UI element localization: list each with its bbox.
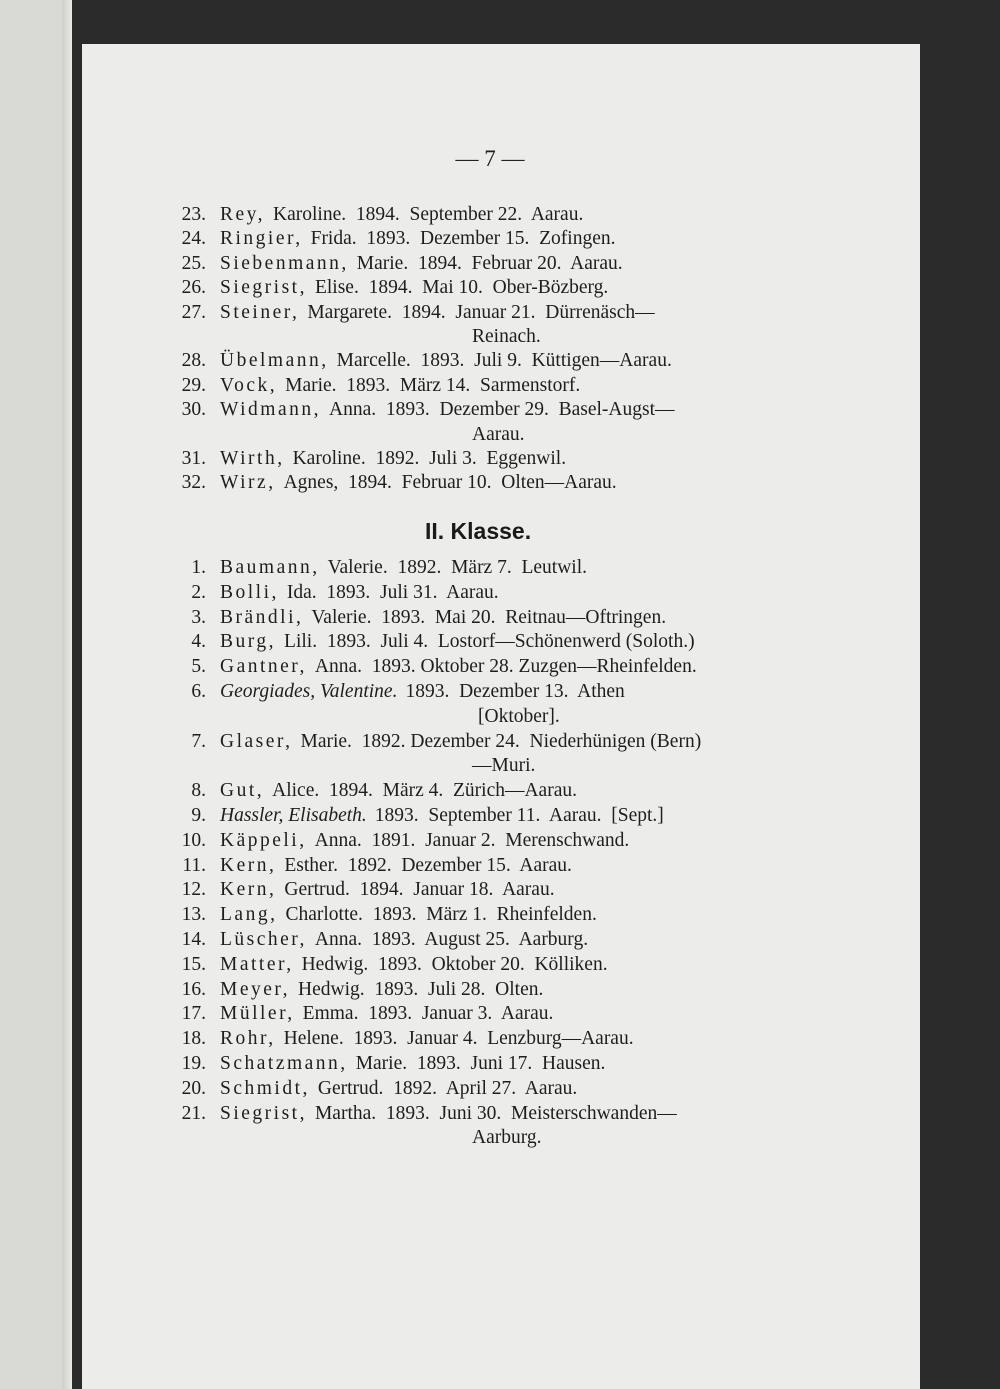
list-item: [160, 778, 840, 804]
entry-number: 30.: [181, 399, 206, 421]
entry-surname: Widmann,: [220, 399, 321, 421]
entry-details: Anna. 1893. Dezember 29. Basel-Augst—: [329, 399, 675, 421]
entry-surname: Glaser,: [220, 730, 293, 752]
entry-details: Helene. 1893. Januar 4. Lenzburg—Aarau.: [283, 1028, 634, 1050]
entry-surname: Rohr,: [220, 1028, 276, 1050]
entry-continuation: [Oktober].: [478, 705, 560, 727]
entry-details: Anna. 1893. August 25. Aarburg.: [314, 929, 589, 950]
entry-number: 2.: [191, 581, 206, 603]
list-item: [160, 605, 840, 631]
entry-number: 14.: [181, 929, 206, 950]
list-item: [160, 853, 840, 879]
entry-surname: Siebenmann,: [220, 252, 349, 274]
entry-details: Agnes, 1894. Februar 10. Olten—Aarau.: [283, 472, 617, 494]
entry-number: 7.: [191, 730, 206, 752]
entry-details: Karoline. 1894. September 22. Aarau.: [273, 204, 584, 225]
entry-details: Marie. 1892. Dezember 24. Niederhünigen (Bern): [300, 730, 702, 752]
list-item: [160, 828, 840, 854]
list-item: [160, 729, 840, 755]
entry-details: Valerie. 1892. März 7. Leutwil.: [327, 557, 587, 578]
entry-surname: Wirth,: [220, 448, 285, 469]
entry-surname: Schmidt,: [220, 1077, 310, 1099]
entry-details: Alice. 1894. März 4. Zürich—Aarau.: [272, 780, 577, 802]
list-item: [160, 877, 840, 903]
entry-surname: Lang,: [220, 904, 278, 926]
list-item: [160, 1076, 840, 1102]
list-item: [160, 679, 840, 705]
entry-number: 12.: [181, 879, 206, 901]
list-item: [160, 470, 840, 496]
list-item: [160, 580, 840, 606]
page-number: — 7 —: [455, 146, 525, 171]
list-item: [160, 1051, 840, 1077]
entry-details: Marie. 1893. März 14. Sarmenstorf.: [285, 374, 581, 396]
list-item: [160, 952, 840, 978]
entry-number: 8.: [191, 780, 206, 802]
entry-number: 20.: [181, 1077, 206, 1099]
entry-surname: Vock,: [220, 374, 278, 396]
entry-surname: Steiner,: [220, 301, 300, 323]
entry-number: 1.: [191, 557, 206, 578]
list-item: [160, 275, 840, 301]
entry-surname: Übelmann,: [220, 350, 329, 372]
list-item: [160, 202, 840, 228]
entry-details: Frida. 1893. Dezember 15. Zofingen.: [310, 228, 616, 250]
entry-surname: Meyer,: [220, 978, 290, 1000]
entry-number: 29.: [181, 374, 206, 396]
entry-surname: Baumann,: [220, 557, 320, 578]
entry-details: Hedwig. 1893. Oktober 20. Kölliken.: [301, 953, 608, 975]
entry-details: Ida. 1893. Juli 31. Aarau.: [286, 581, 499, 603]
entry-surname: Burg,: [220, 631, 277, 653]
entry-details: Anna. 1893. Oktober 28. Zuzgen—Rheinfelden.: [314, 656, 697, 678]
entry-surname: Müller,: [220, 1003, 295, 1025]
entry-number: 16.: [181, 978, 206, 1000]
entry-number: 19.: [181, 1053, 206, 1074]
entry-number: 5.: [191, 656, 206, 678]
entry-surname: Gut,: [220, 780, 265, 802]
entry-surname: Lüscher,: [220, 929, 307, 950]
entry-number: 6.: [191, 681, 206, 702]
entry-details: Charlotte. 1893. März 1. Rheinfelden.: [285, 904, 597, 926]
entry-number: 32.: [181, 472, 206, 494]
entry-details: Anna. 1891. Januar 2. Merenschwand.: [314, 829, 630, 851]
entry-number: 4.: [191, 631, 206, 653]
entry-details: 1893. September 11. Aarau. [Sept.]: [374, 805, 664, 826]
entry-surname: Matter,: [220, 953, 294, 975]
entry-surname: Kern,: [220, 854, 277, 876]
entry-details: 1893. Dezember 13. Athen: [405, 681, 625, 702]
entry-details: Elise. 1894. Mai 10. Ober-Bözberg.: [314, 277, 609, 299]
entry-surname: Hassler, Elisabeth.: [220, 805, 367, 826]
entry-details: Marie. 1893. Juni 17. Hausen.: [355, 1053, 606, 1074]
entry-surname: Georgiades, Valentine.: [220, 681, 398, 702]
list-item: [160, 555, 840, 581]
entry-details: Esther. 1892. Dezember 15. Aarau.: [284, 854, 572, 876]
list-item: [160, 902, 840, 928]
list-item: [160, 629, 840, 655]
entry-number: 11.: [182, 854, 206, 876]
list-item: [160, 300, 840, 326]
entry-number: 27.: [181, 301, 206, 323]
entry-continuation: Reinach.: [472, 326, 541, 347]
entry-surname: Siegrist,: [220, 1102, 307, 1124]
entry-continuation: Aarau.: [472, 423, 525, 445]
entry-number: 25.: [181, 252, 206, 274]
entry-details: Hedwig. 1893. Juli 28. Olten.: [298, 978, 544, 1000]
entry-details: Marcelle. 1893. Juli 9. Küttigen—Aarau.: [336, 350, 672, 372]
list-item: [160, 977, 840, 1003]
entry-number: 15.: [181, 953, 206, 975]
entry-surname: Siegrist,: [220, 277, 307, 299]
list-item: [160, 927, 840, 953]
entry-number: 21.: [181, 1102, 206, 1124]
entry-continuation: Aarburg.: [472, 1127, 542, 1149]
entry-continuation: —Muri.: [472, 755, 536, 777]
entry-surname: Kern,: [220, 879, 277, 901]
entry-number: 23.: [181, 204, 206, 225]
entry-number: 9.: [191, 805, 206, 826]
entry-number: 18.: [181, 1028, 206, 1050]
entry-number: 24.: [181, 228, 206, 250]
entry-surname: Gantner,: [220, 656, 307, 678]
list-item: [160, 1026, 840, 1052]
entry-details: Marie. 1894. Februar 20. Aarau.: [356, 252, 623, 274]
list-item: [160, 373, 840, 399]
list-item: [160, 348, 840, 374]
entry-details: Valerie. 1893. Mai 20. Reitnau—Oftringen.: [311, 606, 667, 628]
list-item: [160, 1001, 840, 1027]
entry-surname: Bolli,: [220, 581, 279, 603]
entry-details: Emma. 1893. Januar 3. Aarau.: [302, 1003, 554, 1025]
entry-surname: Wirz,: [220, 472, 276, 494]
list-item: [160, 654, 840, 680]
entry-number: 3.: [191, 606, 206, 628]
entry-details: Martha. 1893. Juni 30. Meisterschwanden—: [314, 1102, 677, 1124]
entry-number: 26.: [181, 277, 206, 299]
entry-surname: Schatzmann,: [220, 1053, 348, 1074]
list-item: [160, 251, 840, 277]
entry-surname: Brändli,: [220, 606, 304, 628]
list-item: [160, 1101, 840, 1127]
entry-details: Gertrud. 1894. Januar 18. Aarau.: [284, 879, 555, 901]
list-item: [160, 397, 840, 423]
entry-number: 10.: [181, 829, 206, 851]
entry-surname: Käppeli,: [220, 829, 307, 851]
entry-details: Gertrud. 1892. April 27. Aarau.: [317, 1077, 578, 1099]
entry-details: Karoline. 1892. Juli 3. Eggenwil.: [292, 448, 567, 469]
list-item: [160, 446, 840, 472]
entry-number: 28.: [181, 350, 206, 372]
entry-number: 17.: [181, 1003, 206, 1025]
entry-surname: Ringier,: [220, 228, 303, 250]
entry-details: Margarete. 1894. Januar 21. Dürrenäsch—: [307, 301, 655, 323]
section-heading: II. Klasse.: [425, 518, 532, 544]
list-item: [160, 226, 840, 252]
entry-number: 31.: [181, 448, 206, 469]
list-item: [160, 803, 840, 829]
entry-number: 13.: [181, 904, 206, 926]
entry-details: Lili. 1893. Juli 4. Lostorf—Schönenwerd (Soloth.): [284, 631, 695, 653]
entry-surname: Rey,: [220, 204, 266, 225]
facing-page-edge: [0, 0, 72, 1389]
